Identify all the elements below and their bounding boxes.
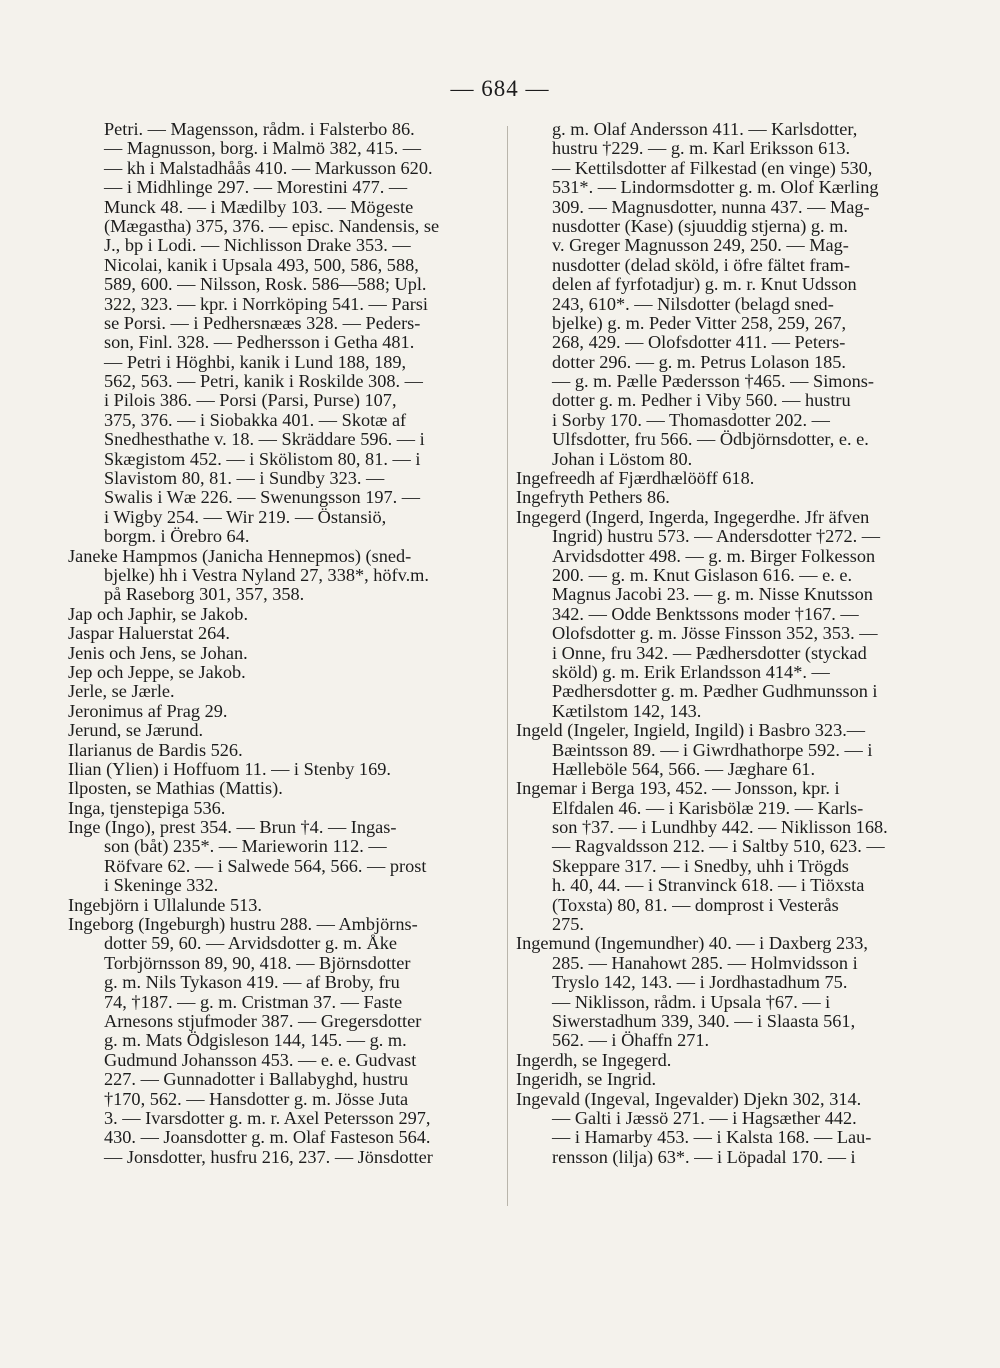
entry-line-continuation: son, Finl. 328. — Pedhersson i Getha 481. bbox=[104, 332, 415, 353]
entry-line-continuation: son †37. — i Lundhby 442. — Niklisson 168. bbox=[552, 817, 888, 838]
entry-line-continuation: — Galti i Jæssö 271. — i Hagsæther 442. bbox=[552, 1107, 857, 1128]
entry-line-headword: Ingerdh, se Ingegerd. bbox=[516, 1049, 672, 1070]
entry-line-headword: Ingevald (Ingeval, Ingevalder) Djekn 302, 314. bbox=[516, 1088, 862, 1109]
entry-line-continuation: Skægistom 452. — i Skölistom 80, 81. — i bbox=[104, 448, 421, 469]
entry-line-continuation: i Skeninge 332. bbox=[104, 875, 219, 896]
entry-line-continuation: 322, 323. — kpr. i Norrköping 541. — Parsi bbox=[104, 293, 428, 314]
entry-line-continuation: 275. bbox=[552, 914, 584, 935]
column-divider bbox=[507, 126, 508, 1206]
entry-line-continuation: i Sorby 170. — Thomasdotter 202. — bbox=[552, 409, 830, 430]
page-number: — 684 — bbox=[450, 76, 550, 101]
entry-line-continuation: 3. — Ivarsdotter g. m. r. Axel Petersson 297, bbox=[104, 1107, 431, 1128]
entry-line-headword: Ingeborg (Ingeburgh) hustru 288. — Ambjörns- bbox=[68, 914, 418, 935]
entry-line-headword: Ingemund (Ingemundher) 40. — i Daxberg 233, bbox=[516, 933, 869, 954]
entry-line-continuation: Olofsdotter g. m. Jösse Finsson 352, 353. — bbox=[552, 623, 878, 644]
entry-line-continuation: se Porsi. — i Pedhersnææs 328. — Peders- bbox=[104, 312, 421, 333]
entry-line-continuation: bjelke) hh i Vestra Nyland 27, 338*, höfv.m. bbox=[104, 564, 429, 585]
entry-line-continuation: — g. m. Pælle Pædersson †465. — Simons- bbox=[552, 371, 874, 392]
entry-line-continuation: — Ragvaldsson 212. — i Saltby 510, 623. — bbox=[552, 836, 885, 857]
entry-line-continuation: 309. — Magnusdotter, nunna 437. — Mag- bbox=[552, 196, 870, 217]
entry-line-headword: Jeronimus af Prag 29. bbox=[68, 700, 228, 721]
left-column bbox=[68, 120, 496, 1167]
entry-line-continuation: delen af fyrfotadjur) g. m. r. Knut Udsson bbox=[552, 274, 857, 295]
entry-line-headword: Ilposten, se Mathias (Mattis). bbox=[68, 778, 283, 799]
entry-line-continuation: Elfdalen 46. — i Karisbölæ 219. — Karls- bbox=[552, 797, 864, 818]
entry-line-continuation: g. m. Olaf Andersson 411. — Karlsdotter, bbox=[552, 119, 858, 139]
entry-line-headword: Ingebjörn i Ullalunde 513. bbox=[68, 894, 262, 915]
entry-line-continuation: 74, †187. — g. m. Cristman 37. — Faste bbox=[104, 991, 403, 1012]
entry-line-continuation: dotter 296. — g. m. Petrus Lolason 185. bbox=[552, 351, 846, 372]
entry-line-continuation: — Niklisson, rådm. i Upsala †67. — i bbox=[552, 991, 831, 1012]
entry-line-continuation: i Onne, fru 342. — Pædhersdotter (styckad bbox=[552, 642, 867, 663]
entry-line-continuation: (Mægastha) 375, 376. — episc. Nandensis, se bbox=[104, 215, 440, 236]
entry-line-continuation: †170, 562. — Hansdotter g. m. Jösse Juta bbox=[104, 1088, 409, 1109]
entry-line-headword: Ingeld (Ingeler, Ingield, Ingild) i Basbro 323.— bbox=[516, 720, 866, 741]
entry-line-continuation: 200. — g. m. Knut Gislason 616. — e. e. bbox=[552, 564, 853, 585]
entry-line-continuation: Siwerstadhum 339, 340. — i Slaasta 561, bbox=[552, 1010, 856, 1031]
entry-line-continuation: g. m. Mats Ödgisleson 144, 145. — g. m. bbox=[104, 1030, 407, 1051]
entry-line-headword: Janeke Hampmos (Janicha Hennepmos) (sned- bbox=[68, 545, 412, 566]
entry-line-continuation: 375, 376. — i Siobakka 401. — Skotæ af bbox=[104, 409, 407, 430]
entry-line-headword: Inga, tjenstepiga 536. bbox=[68, 797, 226, 818]
entry-line-continuation: Magnus Jacobi 23. — g. m. Nisse Knutsson bbox=[552, 584, 873, 605]
entry-line-headword: Ingefreedh af Fjærdhælööff 618. bbox=[516, 468, 755, 489]
entry-line-continuation: — i Midhlinge 297. — Morestini 477. — bbox=[104, 177, 408, 198]
entry-line-continuation: i Pilois 386. — Porsi (Parsi, Purse) 107, bbox=[104, 390, 397, 411]
entry-line-headword: Ingeridh, se Ingrid. bbox=[516, 1069, 657, 1090]
entry-line-continuation: — Jonsdotter, husfru 216, 237. — Jönsdotter bbox=[104, 1146, 433, 1167]
entry-line-continuation: h. 40, 44. — i Stranvinck 618. — i Tiöxsta bbox=[552, 875, 865, 896]
entry-line-continuation: rensson (lilja) 63*. — i Löpadal 170. — i bbox=[552, 1146, 856, 1167]
entry-line-continuation: Nicolai, kanik i Upsala 493, 500, 586, 588, bbox=[104, 254, 419, 275]
entry-line-continuation: g. m. Nils Tykason 419. — af Broby, fru bbox=[104, 972, 400, 993]
entry-line-continuation: 243, 610*. — Nilsdotter (belagd sned- bbox=[552, 293, 834, 314]
entry-line-continuation: Ulfsdotter, fru 566. — Ödbjörnsdotter, e. e. bbox=[552, 429, 869, 450]
entry-line-continuation: v. Greger Magnusson 249, 250. — Mag- bbox=[552, 235, 849, 256]
entry-line-continuation: 342. — Odde Benktssons moder †167. — bbox=[552, 603, 859, 624]
entry-line-continuation: Hælleböle 564, 566. — Jæghare 61. bbox=[552, 758, 816, 779]
entry-line-headword: Jap och Japhir, se Jakob. bbox=[68, 603, 249, 624]
entry-line-continuation: nusdotter (Kase) (sjuuddig stjerna) g. m. bbox=[552, 215, 848, 236]
entry-line-continuation: (Toxsta) 80, 81. — domprost i Vesterås bbox=[552, 894, 839, 915]
entry-line-continuation: Tryslo 142, 143. — i Jordhastadhum 75. bbox=[552, 972, 848, 993]
entry-line-continuation: 589, 600. — Nilsson, Rosk. 586—588; Upl. bbox=[104, 274, 427, 295]
entry-line-continuation: sköld) g. m. Erik Erlandsson 414*. — bbox=[552, 661, 830, 682]
entry-line-continuation: på Raseborg 301, 357, 358. bbox=[104, 584, 305, 605]
entry-line-headword: Ingefryth Pethers 86. bbox=[516, 487, 670, 508]
entry-line-headword: Jerle, se Jærle. bbox=[68, 681, 175, 702]
entry-line-continuation: Swalis i Wæ 226. — Swenungsson 197. — bbox=[104, 487, 421, 508]
entry-line-continuation: Arvidsdotter 498. — g. m. Birger Folkesson bbox=[552, 545, 876, 566]
entry-line-continuation: Petri. — Magensson, rådm. i Falsterbo 86. bbox=[104, 119, 415, 139]
entry-line-continuation: — Magnusson, borg. i Malmö 382, 415. — bbox=[104, 138, 422, 159]
entry-line-continuation: Pædhersdotter g. m. Pædher Gudhmunsson i bbox=[552, 681, 878, 702]
entry-line-continuation: Munck 48. — i Mædilby 103. — Mögeste bbox=[104, 196, 414, 217]
entry-line-continuation: — Kettilsdotter af Filkestad (en vinge) 530, bbox=[552, 157, 873, 178]
entry-line-continuation: 227. — Gunnadotter i Ballabyghd, hustru bbox=[104, 1069, 409, 1090]
entry-line-headword: Jerund, se Jærund. bbox=[68, 720, 204, 741]
entry-line-continuation: 268, 429. — Olofsdotter 411. — Peters- bbox=[552, 332, 846, 353]
entry-line-headword: Ingemar i Berga 193, 452. — Jonsson, kpr. i bbox=[516, 778, 840, 799]
entry-line-continuation: Johan i Löstom 80. bbox=[552, 448, 693, 469]
entry-line-continuation: dotter g. m. Pedher i Viby 560. — hustru bbox=[552, 390, 851, 411]
entry-line-continuation: i Wigby 254. — Wir 219. — Östansiö, bbox=[104, 506, 387, 527]
entry-line-continuation: Röfvare 62. — i Salwede 564, 566. — prost bbox=[104, 855, 427, 876]
entry-line-continuation: 430. — Joansdotter g. m. Olaf Fasteson 564. bbox=[104, 1127, 431, 1148]
entry-line-continuation: Gudmund Johansson 453. — e. e. Gudvast bbox=[104, 1049, 417, 1070]
entry-line-headword: Jep och Jeppe, se Jakob. bbox=[68, 661, 246, 682]
entry-line-continuation: hustru †229. — g. m. Karl Eriksson 613. bbox=[552, 138, 851, 159]
entry-line-continuation: — i Hamarby 453. — i Kalsta 168. — Lau- bbox=[552, 1127, 872, 1148]
entry-line-continuation: Ingrid) hustru 573. — Andersdotter †272. — bbox=[552, 526, 881, 547]
entry-line-continuation: 531*. — Lindormsdotter g. m. Olof Kærling bbox=[552, 177, 879, 198]
entry-line-continuation: 562. — i Öhaffn 271. bbox=[552, 1030, 710, 1051]
entry-line-headword: Jenis och Jens, se Johan. bbox=[68, 642, 248, 663]
entry-line-headword: Ilian (Ylien) i Hoffuom 11. — i Stenby 169. bbox=[68, 758, 391, 779]
entry-line-continuation: bjelke) g. m. Peder Vitter 258, 259, 267, bbox=[552, 312, 847, 333]
entry-line-headword: Ilarianus de Bardis 526. bbox=[68, 739, 243, 760]
entry-line-continuation: Skeppare 317. — i Snedby, uhh i Trögds bbox=[552, 855, 849, 876]
entry-line-continuation: Arnesons stjufmoder 387. — Gregersdotter bbox=[104, 1010, 422, 1031]
entry-line-continuation: Torbjörnsson 89, 90, 418. — Björnsdotter bbox=[104, 952, 411, 973]
entry-line-headword: Ingegerd (Ingerd, Ingerda, Ingegerdhe. Jfr äfven bbox=[516, 506, 870, 527]
entry-line-continuation: 285. — Hanahowt 285. — Holmvidsson i bbox=[552, 952, 858, 973]
entry-line-continuation: 562, 563. — Petri, kanik i Roskilde 308. — bbox=[104, 371, 423, 392]
entry-line-continuation: dotter 59, 60. — Arvidsdotter g. m. Åke bbox=[104, 933, 397, 954]
entry-line-headword: Inge (Ingo), prest 354. — Brun †4. — Ingas- bbox=[68, 817, 397, 838]
entry-line-headword: Jaspar Haluerstat 264. bbox=[68, 623, 230, 644]
entry-line-continuation: Kætilstom 142, 143. bbox=[552, 700, 702, 721]
right-column bbox=[516, 120, 940, 1167]
entry-line-continuation: Slavistom 80, 81. — i Sundby 323. — bbox=[104, 468, 385, 489]
entry-line-continuation: borgm. i Örebro 64. bbox=[104, 526, 250, 547]
entry-line-continuation: — Petri i Höghbi, kanik i Lund 188, 189, bbox=[104, 351, 407, 372]
entry-line-continuation: son (båt) 235*. — Marieworin 112. — bbox=[104, 836, 387, 857]
entry-line-continuation: J., bp i Lodi. — Nichlisson Drake 353. — bbox=[104, 235, 411, 256]
entry-line-continuation: Bæintsson 89. — i Giwrdhathorpe 592. — i bbox=[552, 739, 873, 760]
entry-line-continuation: nusdotter (delad sköld, i öfre fältet fram- bbox=[552, 254, 850, 275]
entry-line-continuation: Snedhesthathe v. 18. — Skräddare 596. — i bbox=[104, 429, 425, 450]
entry-line-continuation: — kh i Malstadhåås 410. — Markusson 620. bbox=[104, 157, 433, 178]
